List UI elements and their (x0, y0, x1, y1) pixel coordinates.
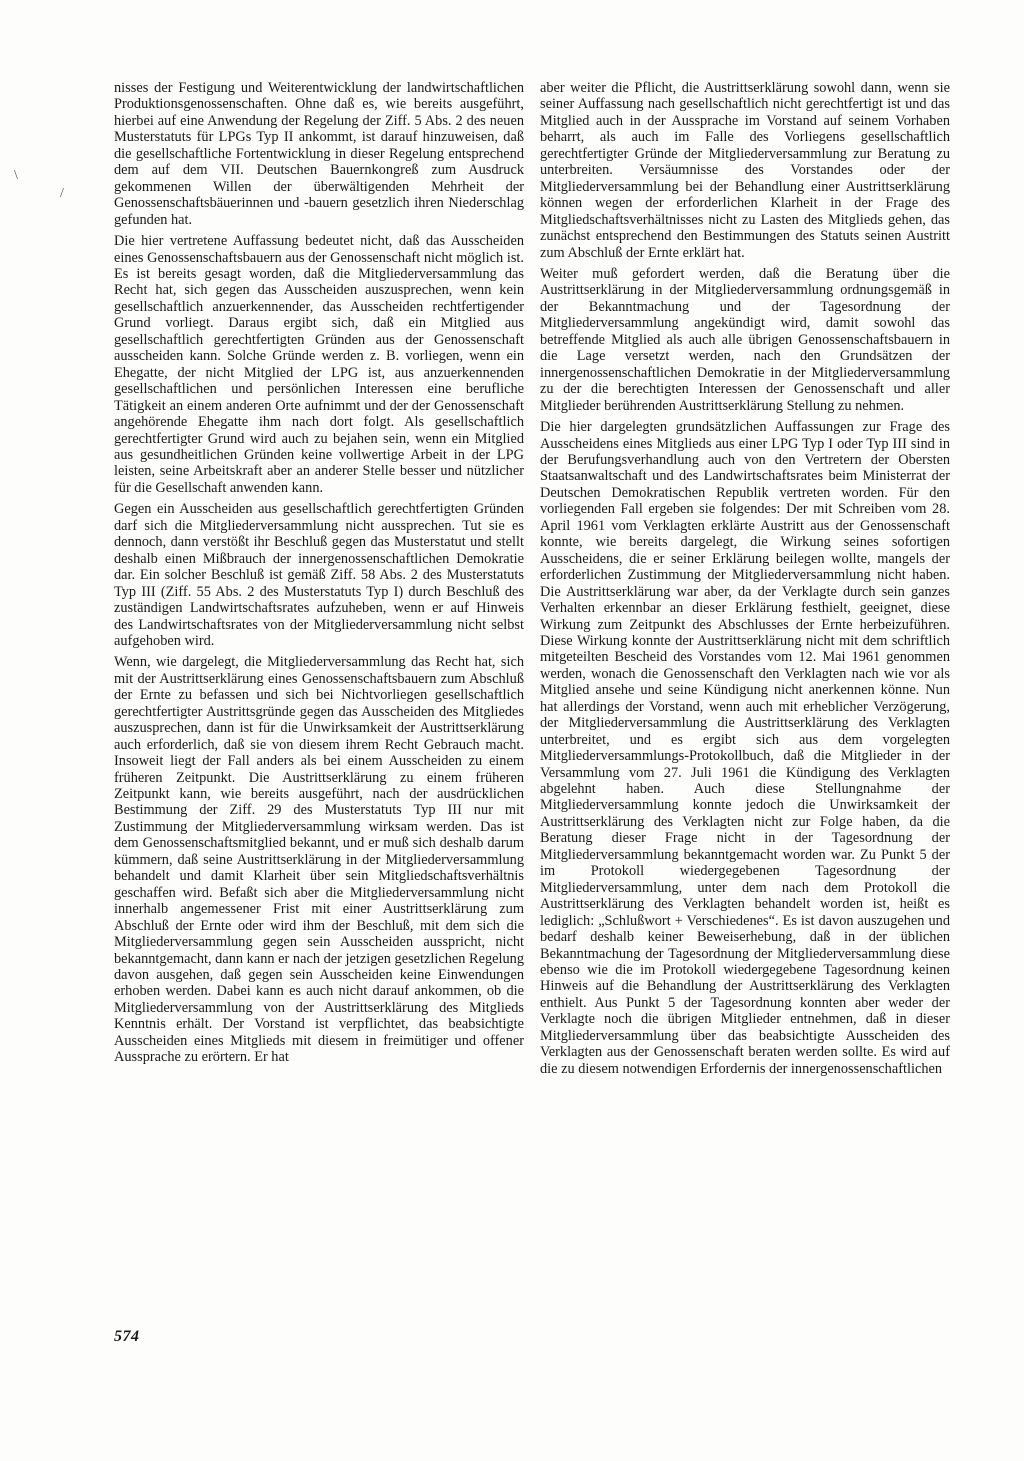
left-text-column (114, 80, 524, 1071)
paragraph: Gegen ein Ausscheiden aus gesellschaftlich gerechtfertigten Gründen darf sich die Mitgliederversammlung nicht aussprechen. Tut sie es dennoch, dann verstößt ihr Beschluß gegen das Musterstatut und stellt deshalb einen Mißbrauch der innergenossenschaftlichen Demokratie dar. Ein solcher Beschluß ist gemäß Ziff. 58 Abs. 2 des Musterstatuts Typ III (Ziff. 55 Abs. 2 des Musterstatuts Typ I) durch Beschluß des zuständigen Landwirtschaftsrates aufzuheben, wenn er auf Hinweis des Landwirtschaftsrates von der Mitgliederversammlung nicht selbst aufgehoben wird. (114, 501, 524, 649)
paragraph: Weiter muß gefordert werden, daß die Beratung über die Austrittserklärung in der Mitgliederversammlung ordnungsgemäß in der Bekanntmachung und der Tagesordnung der Mitgliederversammlung angekündigt wird, damit sowohl das betreffende Mitglied als auch alle übrigen Genossenschaftsbauern in die Lage versetzt werden, nach den Grundsätzen der innergenossenschaftlichen Demokratie in der Mitgliederversammlung zu der die berechtigten Interessen der Genossenschaft und aller Mitglieder berührenden Austrittserklärung Stellung zu nehmen. (540, 265, 950, 414)
margin-mark: \ (14, 168, 18, 183)
paragraph: Wenn, wie dargelegt, die Mitgliederversammlung das Recht hat, sich mit der Austrittserklärung eines Genossenschaftsbauern zum Abschluß der Ernte zu befassen und sich bei Nichtvorliegen gesellschaftlich gerechtfertigter Austrittsgründe gegen das Ausscheiden des Mitgliedes auszusprechen, dann ist für die Unwirksamkeit der Austrittserklärung auch erforderlich, daß sie von diesem ihrem Recht Gebrauch macht. Insoweit liegt der Fall anders als bei einem Ausscheiden zu einem früheren Zeitpunkt. Die Austrittserklärung zu einem früheren Zeitpunkt kann, wie bereits ausgeführt, nach der ausdrücklichen Bestimmung der Ziff. 29 des Musterstatuts Typ III nur mit Zustimmung der Mitgliederversammlung wirksam werden. Das ist dem Genossenschaftsmitglied bekannt, und er muß sich deshalb darum kümmern, daß seine Austrittserklärung in der Mitgliederversammlung behandelt und damit Klarheit über sein Mitgliedschaftsverhältnis geschaffen wird. Befaßt sich aber die Mitgliederversammlung nicht innerhalb angemessener Frist mit einer Austrittserklärung zum Abschluß der Ernte oder wird ihm der Beschluß, mit dem sich die Mitgliederversammlung gegen sein Ausscheiden ausspricht, nicht bekanntgemacht, dann kann er nach der jetzigen gesetzlichen Regelung davon ausgehen, daß gegen sein Ausscheiden keine Einwendungen erhoben werden. Dabei kann es auch nicht darauf ankommen, ob die Mitgliederversammlung von der Austrittserklärung des Mitglieds Kenntnis erhält. Der Vorstand ist verpflichtet, das beabsichtigte Ausscheiden eines Mitglieds mit diesem in freimütiger und offener Aussprache zu erörtern. Er hat (114, 654, 524, 1066)
paragraph: Die hier vertretene Auffassung bedeutet nicht, daß das Ausscheiden eines Genossenschaftsbauern aus der Genossenschaft nicht möglich ist. Es ist bereits gesagt worden, daß die Mitgliederversammlung das Recht hat, sich gegen das Ausscheiden auszusprechen, wenn kein gesellschaftlich anzuerkennender, das Ausscheiden rechtfertigender Grund vorliegt. Daraus ergibt sich, daß ein Mitglied aus gesellschaftlich gerechtfertigten Gründen aus der Genossenschaft ausscheiden kann. Solche Gründe werden z. B. vorliegen, wenn ein Ehegatte, der nicht Mitglied der LPG ist, aus anzuerkennenden gesellschaftlichen und persönlichen Interessen eine berufliche Tätigkeit an einem anderen Orte aufnimmt und der der Genossenschaft angehörende Ehegatte ihm nach dort folgt. Als gesellschaftlich gerechtfertigter Grund wird auch zu bejahen sein, wenn ein Mitglied aus gesundheitlichen Gründen keine vollwertige Arbeit in der LPG leisten, seine Arbeitskraft aber an anderer Stelle besser und nützlicher für die Gesellschaft anwenden kann. (114, 233, 524, 496)
page-number: 574 (114, 1328, 140, 1345)
margin-mark: / (60, 186, 64, 201)
paragraph: nisses der Festigung und Weiterentwicklung der landwirtschaftlichen Produktionsgenossenschaften. Ohne daß es, wie bereits ausgeführt, hierbei auf eine Anwendung der Regelung der Ziff. 5 Abs. 2 des neuen Musterstatuts für LPGs Typ II ankommt, ist darauf hinzuweisen, daß die gesellschaftliche Fortentwicklung in dieser Regelung entsprechend dem auf dem VII. Deutschen Bauernkongreß zum Ausdruck gekommenen Willen der überwältigenden Mehrheit der Genossenschaftsbäuerinnen und -bauern gesetzlich ihren Niederschlag gefunden hat. (114, 80, 524, 228)
paragraph: aber weiter die Pflicht, die Austrittserklärung sowohl dann, wenn sie seiner Auffassung nach gesellschaftlich nicht gerechtfertigt ist und das Mitglied auch in der Aussprache im Vorstand auf seinem Vorhaben beharrt, als auch im Falle des Vorliegens gesellschaftlich gerechtfertigter Gründe der Mitgliederversammlung zur Beratung zu unterbreiten. Versäumnisse des Vorstandes oder der Mitgliederversammlung bei der Behandlung einer Austrittserklärung können wegen der erforderlichen Klarheit in der Frage des Mitgliedschaftsverhältnisses nicht zu Lasten des Mitglieds gehen, das zunächst entsprechend den Bestimmungen des Statuts seinen Austritt zum Abschluß der Ernte erklärt hat. (540, 80, 950, 261)
paragraph: Die hier dargelegten grundsätzlichen Auffassungen zur Frage des Ausscheidens eines Mitglieds aus einer LPG Typ I oder Typ III sind in der Berufungsverhandlung auch von den Vertretern der Obersten Staatsanwaltschaft und des Landwirtschaftsrates beim Ministerrat der Deutschen Demokratischen Republik vertreten worden. Für den vorliegenden Fall ergeben sie folgendes: Der mit Schreiben vom 28. April 1961 vom Verklagten erklärte Austritt aus der Genossenschaft konnte, wie bereits dargelegt, die Wirkung seines sofortigen Ausscheidens, die er seiner Erklärung beilegen wollte, mangels der erforderlichen Zustimmung der Mitgliederversammlung nicht haben. Die Austrittserklärung war aber, da der Verklagte durch sein ganzes Verhalten erkennbar an dieser Erklärung festhielt, geeignet, diese Wirkung zum Zeitpunkt des Abschlusses der Ernte herbeizuführen. Diese Wirkung konnte der Austrittserklärung nicht mit dem schriftlich mitgeteilten Bescheid des Vorstandes vom 12. Mai 1961 genommen werden, wonach die Genossenschaft den Verklagten nach wie vor als Mitglied ansehe und seine Kündigung nicht anerkennen könne. Nun hat allerdings der Vorstand, wenn auch mit erheblicher Verzögerung, der Mitgliederversammlung die Austrittserklärung des Verklagten unterbreitet, und es ergibt sich aus dem vorgelegten Mitgliederversammlungs-Protokollbuch, daß die Mitglieder in der Versammlung vom 27. Juli 1961 die Kündigung des Verklagten abgelehnt haben. Auch diese Stellungnahme der Mitgliederversammlung konnte jedoch die Unwirksamkeit der Austrittserklärung des Verklagten nicht zur Folge haben, da die Beratung dieser Frage nicht in der Tagesordnung der Mitgliederversammlung bekanntgemacht worden war. Zu Punkt 5 der im Protokoll wiedergegebenen Tagesordnung der Mitgliederversammlung, unter dem nach dem Protokoll die Austrittserklärung des Verklagten behandelt worden ist, heißt es lediglich: „Schlußwort + Verschiedenes“. Es ist davon auszugehen und bedarf deshalb keiner Beweiserhebung, daß in der üblichen Bekanntmachung der Tagesordnung der Mitgliederversammlung diese ebenso wie die im Protokoll wiedergegebene Tagesordnung keinen Hinweis auf die Behandlung der Austrittserklärung des Verklagten enthielt. Aus Punkt 5 der Tagesordnung konnten aber weder der Verklagte noch die übrigen Mitglieder entnehmen, daß in dieser Mitgliederversammlung über das beabsichtigte Ausscheiden des Verklagten aus der Genossenschaft beraten werden sollte. Es wird auf die zu diesem notwendigen Erfordernis der innergenossenschaftlichen (540, 419, 950, 1077)
right-text-column (540, 80, 950, 1082)
